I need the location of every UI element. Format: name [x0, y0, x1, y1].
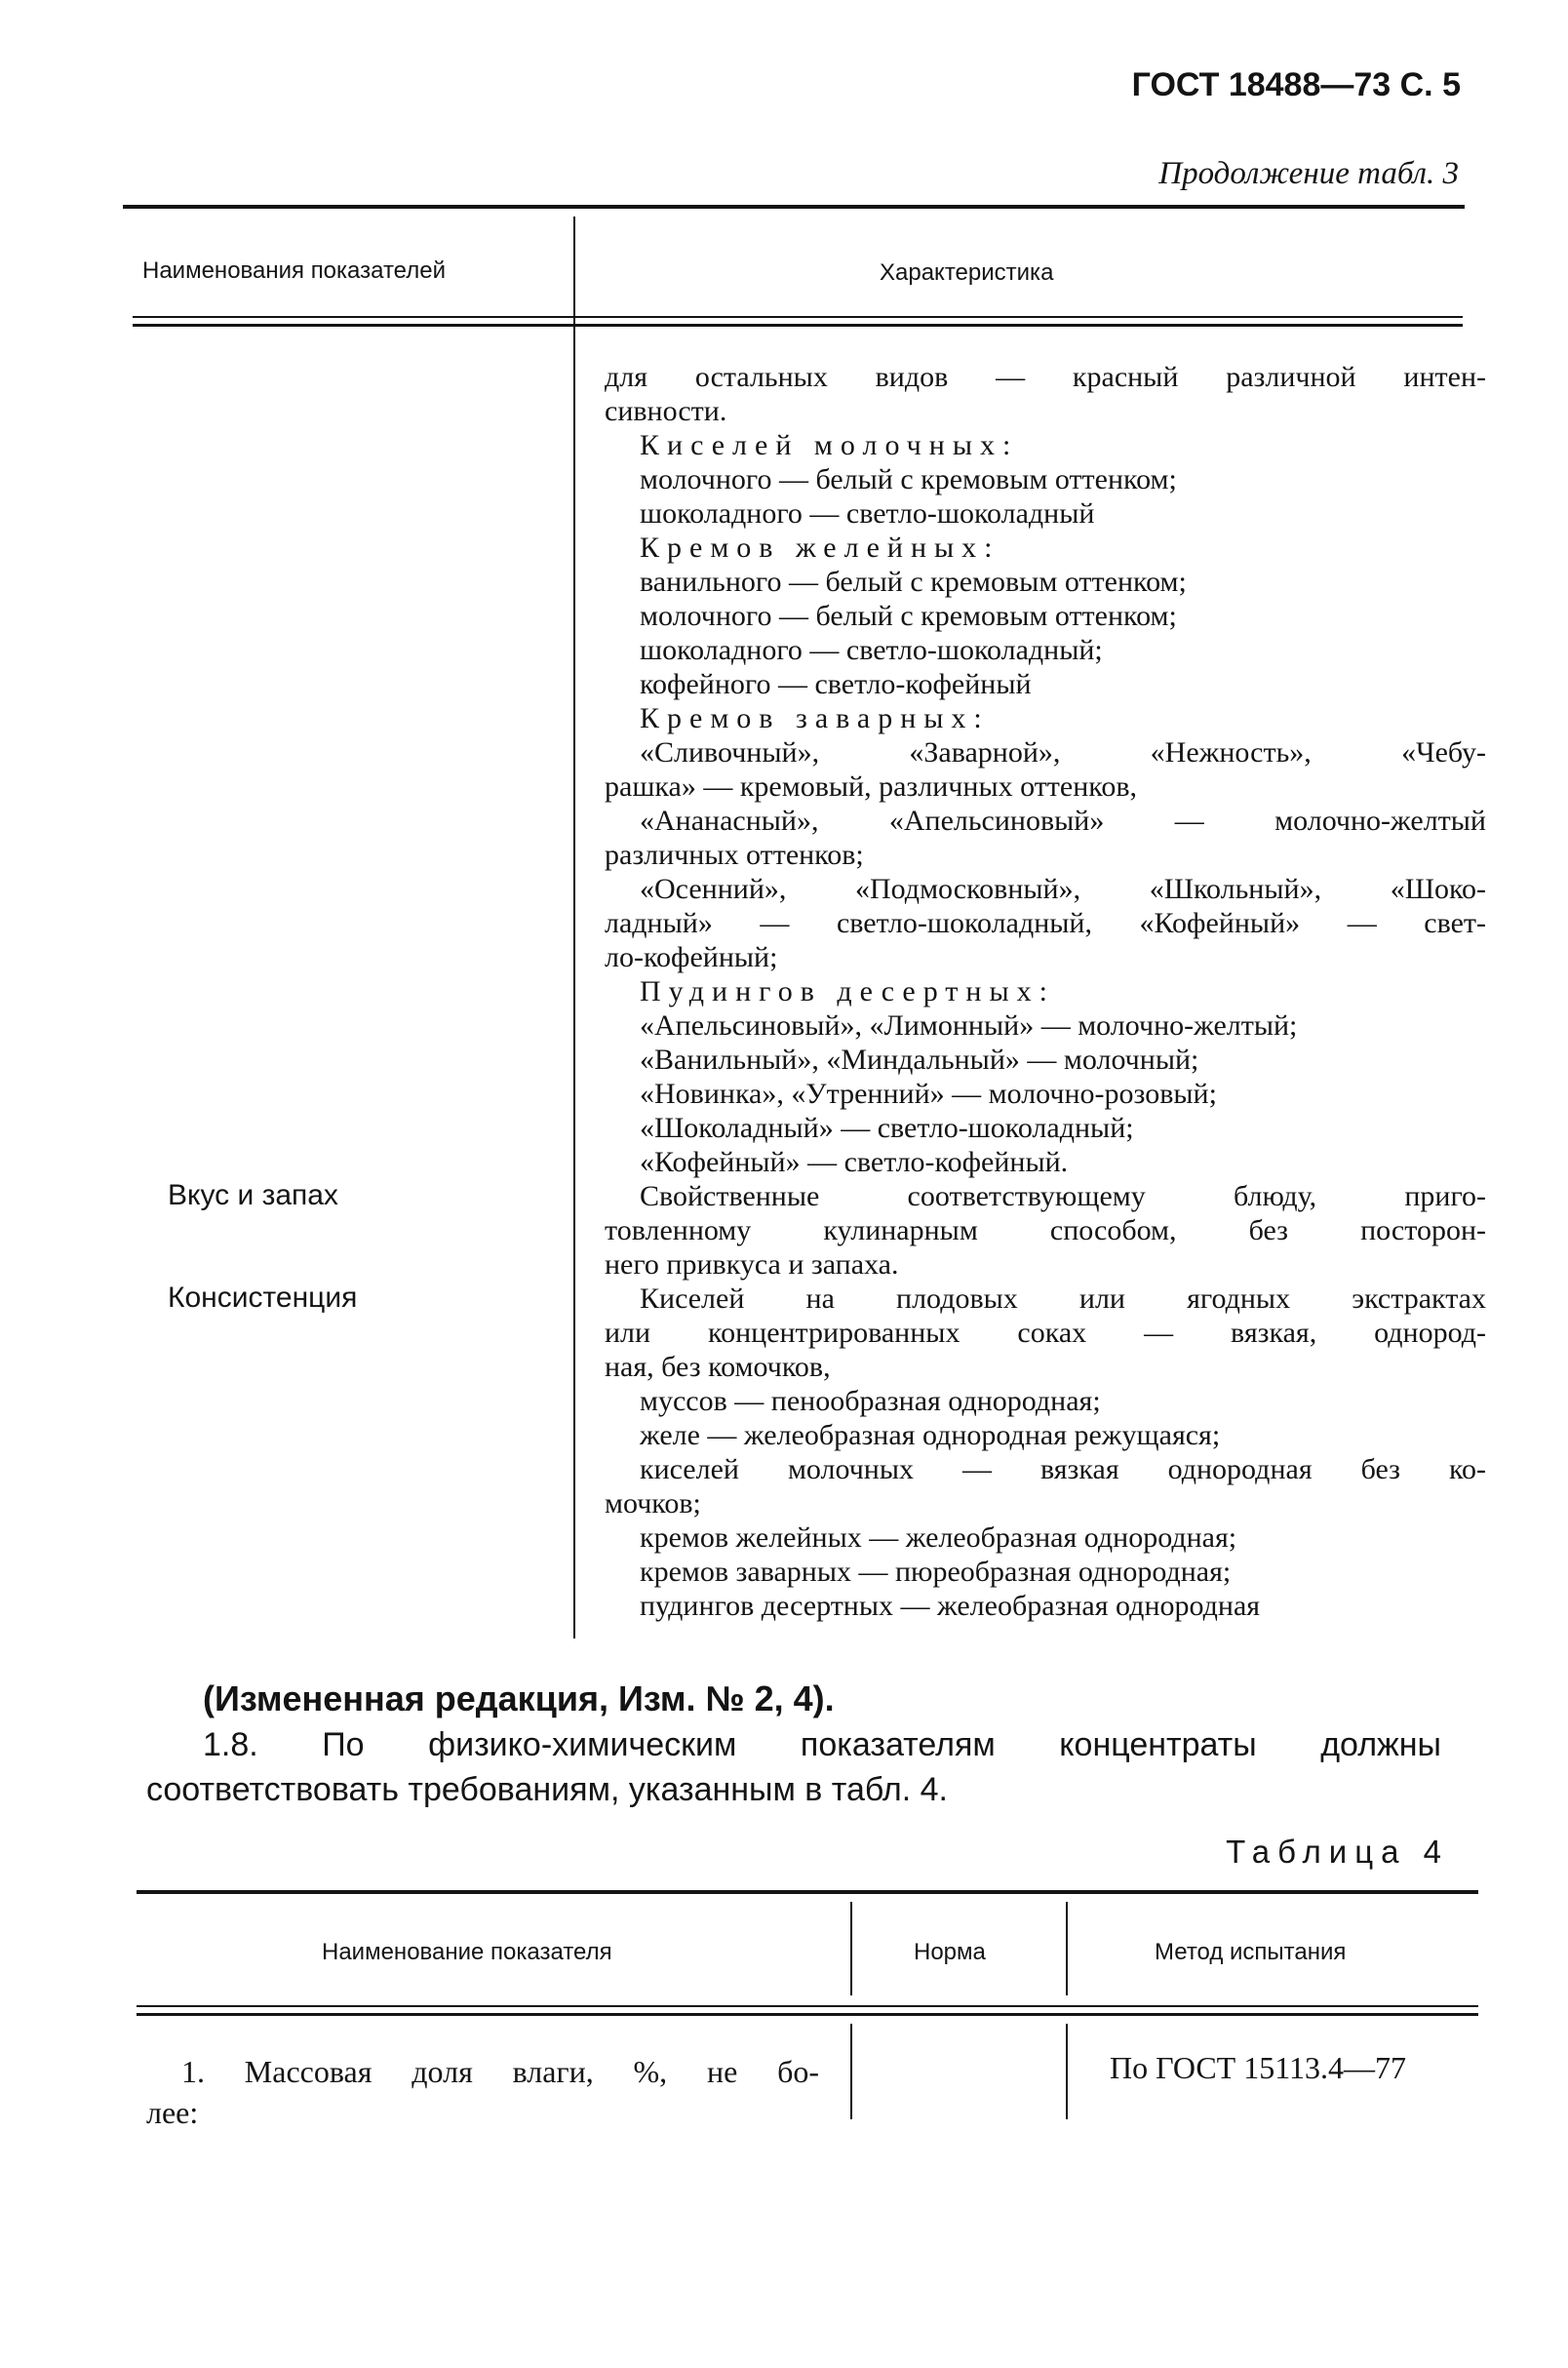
text-line: киселей молочных — вязкая однородная без ко-	[640, 1453, 1486, 1485]
column-header-characteristic: Характеристика	[880, 259, 1054, 286]
row-indicator-name: 1. Массовая доля влаги, %, не бо-	[181, 2054, 819, 2089]
text-line: различных оттенков;	[605, 839, 864, 871]
text-line: ло-кофейный;	[605, 941, 778, 973]
text-line: для остальных видов — красный различной интен-	[605, 361, 1486, 393]
text-line: «Ананасный», «Апельсиновый» — молочно-желтый	[640, 805, 1486, 837]
column-header-test-method: Метод испытания	[1155, 1939, 1347, 1965]
amendment-note: (Измененная редакция, Изм. № 2, 4).	[203, 1678, 835, 1718]
color-characteristics	[605, 360, 1486, 1179]
column-header-indicator-name: Наименование показателя	[322, 1939, 612, 1965]
text-line: шоколадного — светло-шоколадный	[640, 497, 1095, 530]
taste-smell-characteristic	[605, 1179, 1486, 1282]
document-code: ГОСТ 18488—73 С. 5	[1131, 66, 1461, 103]
text-line: Киселей на плодовых или ягодных экстрактах	[640, 1283, 1486, 1315]
column-divider	[1066, 2024, 1068, 2119]
row-indicator-name-continuation: лее:	[146, 2095, 199, 2130]
text-line: сивности.	[605, 395, 727, 427]
text-line: молочного — белый с кремовым оттенком;	[640, 463, 1177, 495]
header-double-rule-top	[137, 2005, 1478, 2007]
text-line: мочков;	[605, 1487, 701, 1519]
subsection-heading: Пудингов десертных:	[640, 975, 1055, 1007]
text-line: кофейного — светло-кофейный	[640, 668, 1032, 700]
table-row	[146, 2051, 819, 2133]
clause-1-8-line-1	[203, 1722, 1441, 1767]
clause-1-8-line-2: соответствовать требованиям, указанным в табл. 4.	[146, 1771, 948, 1808]
text-line: «Шоколадный» — светло-шоколадный;	[640, 1112, 1134, 1144]
header-double-rule-bottom	[137, 2013, 1478, 2016]
text-line: «Кофейный» — светло-кофейный.	[640, 1146, 1069, 1178]
text-line: «Осенний», «Подмосковный», «Школьный», «Шоко-	[640, 873, 1486, 905]
subsection-heading: Кремов заварных:	[640, 702, 990, 734]
column-header-norm: Норма	[914, 1939, 986, 1965]
text-line: шоколадного — светло-шоколадный;	[640, 634, 1103, 666]
text-line: «Ванильный», «Миндальный» — молочный;	[640, 1044, 1199, 1076]
text-line: муссов — пенообразная однородная;	[640, 1385, 1101, 1417]
text-line: товленному кулинарным способом, без посторон-	[605, 1214, 1486, 1246]
indicator-consistency: Консистенция	[168, 1282, 358, 1314]
text-line: рашка» — кремовый, различных оттенков,	[605, 770, 1138, 803]
row-test-method: По ГОСТ 15113.4—77	[1110, 2050, 1407, 2085]
text-line: ладный» — светло-шоколадный, «Кофейный» — свет-	[605, 907, 1486, 939]
text-line: молочного — белый с кремовым оттенком;	[640, 600, 1177, 632]
text-line: Свойственные соответствующему блюду, приго-	[640, 1180, 1486, 1212]
table-top-rule	[137, 1890, 1478, 1894]
text-line: ванильного — белый с кремовым оттенком;	[640, 566, 1187, 598]
text-line: пудингов десертных — желеобразная однородная	[640, 1590, 1261, 1622]
column-divider	[850, 2024, 852, 2119]
column-divider	[573, 217, 575, 1638]
table-top-rule	[123, 205, 1465, 209]
column-divider	[850, 1902, 852, 1995]
subsection-heading: Кремов желейных:	[640, 532, 1000, 564]
column-divider	[1066, 1902, 1068, 1995]
text-line: 1.8. По физико-химическим показателям концентраты должны	[203, 1726, 1441, 1763]
text-line: него привкуса и запаха.	[605, 1248, 899, 1281]
text-line: ная, без комочков,	[605, 1351, 831, 1383]
indicator-taste-smell: Вкус и запах	[168, 1179, 338, 1211]
consistency-characteristic	[605, 1282, 1486, 1623]
subsection-heading: Киселей молочных:	[640, 429, 1019, 461]
text-line: «Сливочный», «Заварной», «Нежность», «Чебу-	[640, 736, 1486, 769]
text-line: кремов заварных — пюреобразная однородная;	[640, 1556, 1232, 1588]
header-double-rule-bottom	[133, 324, 1463, 327]
text-line: кремов желейных — желеобразная однородная;	[640, 1521, 1237, 1554]
column-header-indicator-names: Наименования показателей	[142, 257, 446, 284]
text-line: желе — желеобразная однородная режущаяся;	[640, 1419, 1221, 1451]
text-line: «Апельсиновый», «Лимонный» — молочно-желтый;	[640, 1009, 1298, 1042]
table-continuation-caption: Продолжение табл. 3	[1158, 156, 1459, 191]
table-4-caption: Таблица 4	[1226, 1834, 1449, 1870]
header-double-rule-top	[133, 316, 1463, 318]
text-line: «Новинка», «Утренний» — молочно-розовый;	[640, 1078, 1217, 1110]
text-line: или концентрированных соках — вязкая, однород-	[605, 1317, 1486, 1349]
